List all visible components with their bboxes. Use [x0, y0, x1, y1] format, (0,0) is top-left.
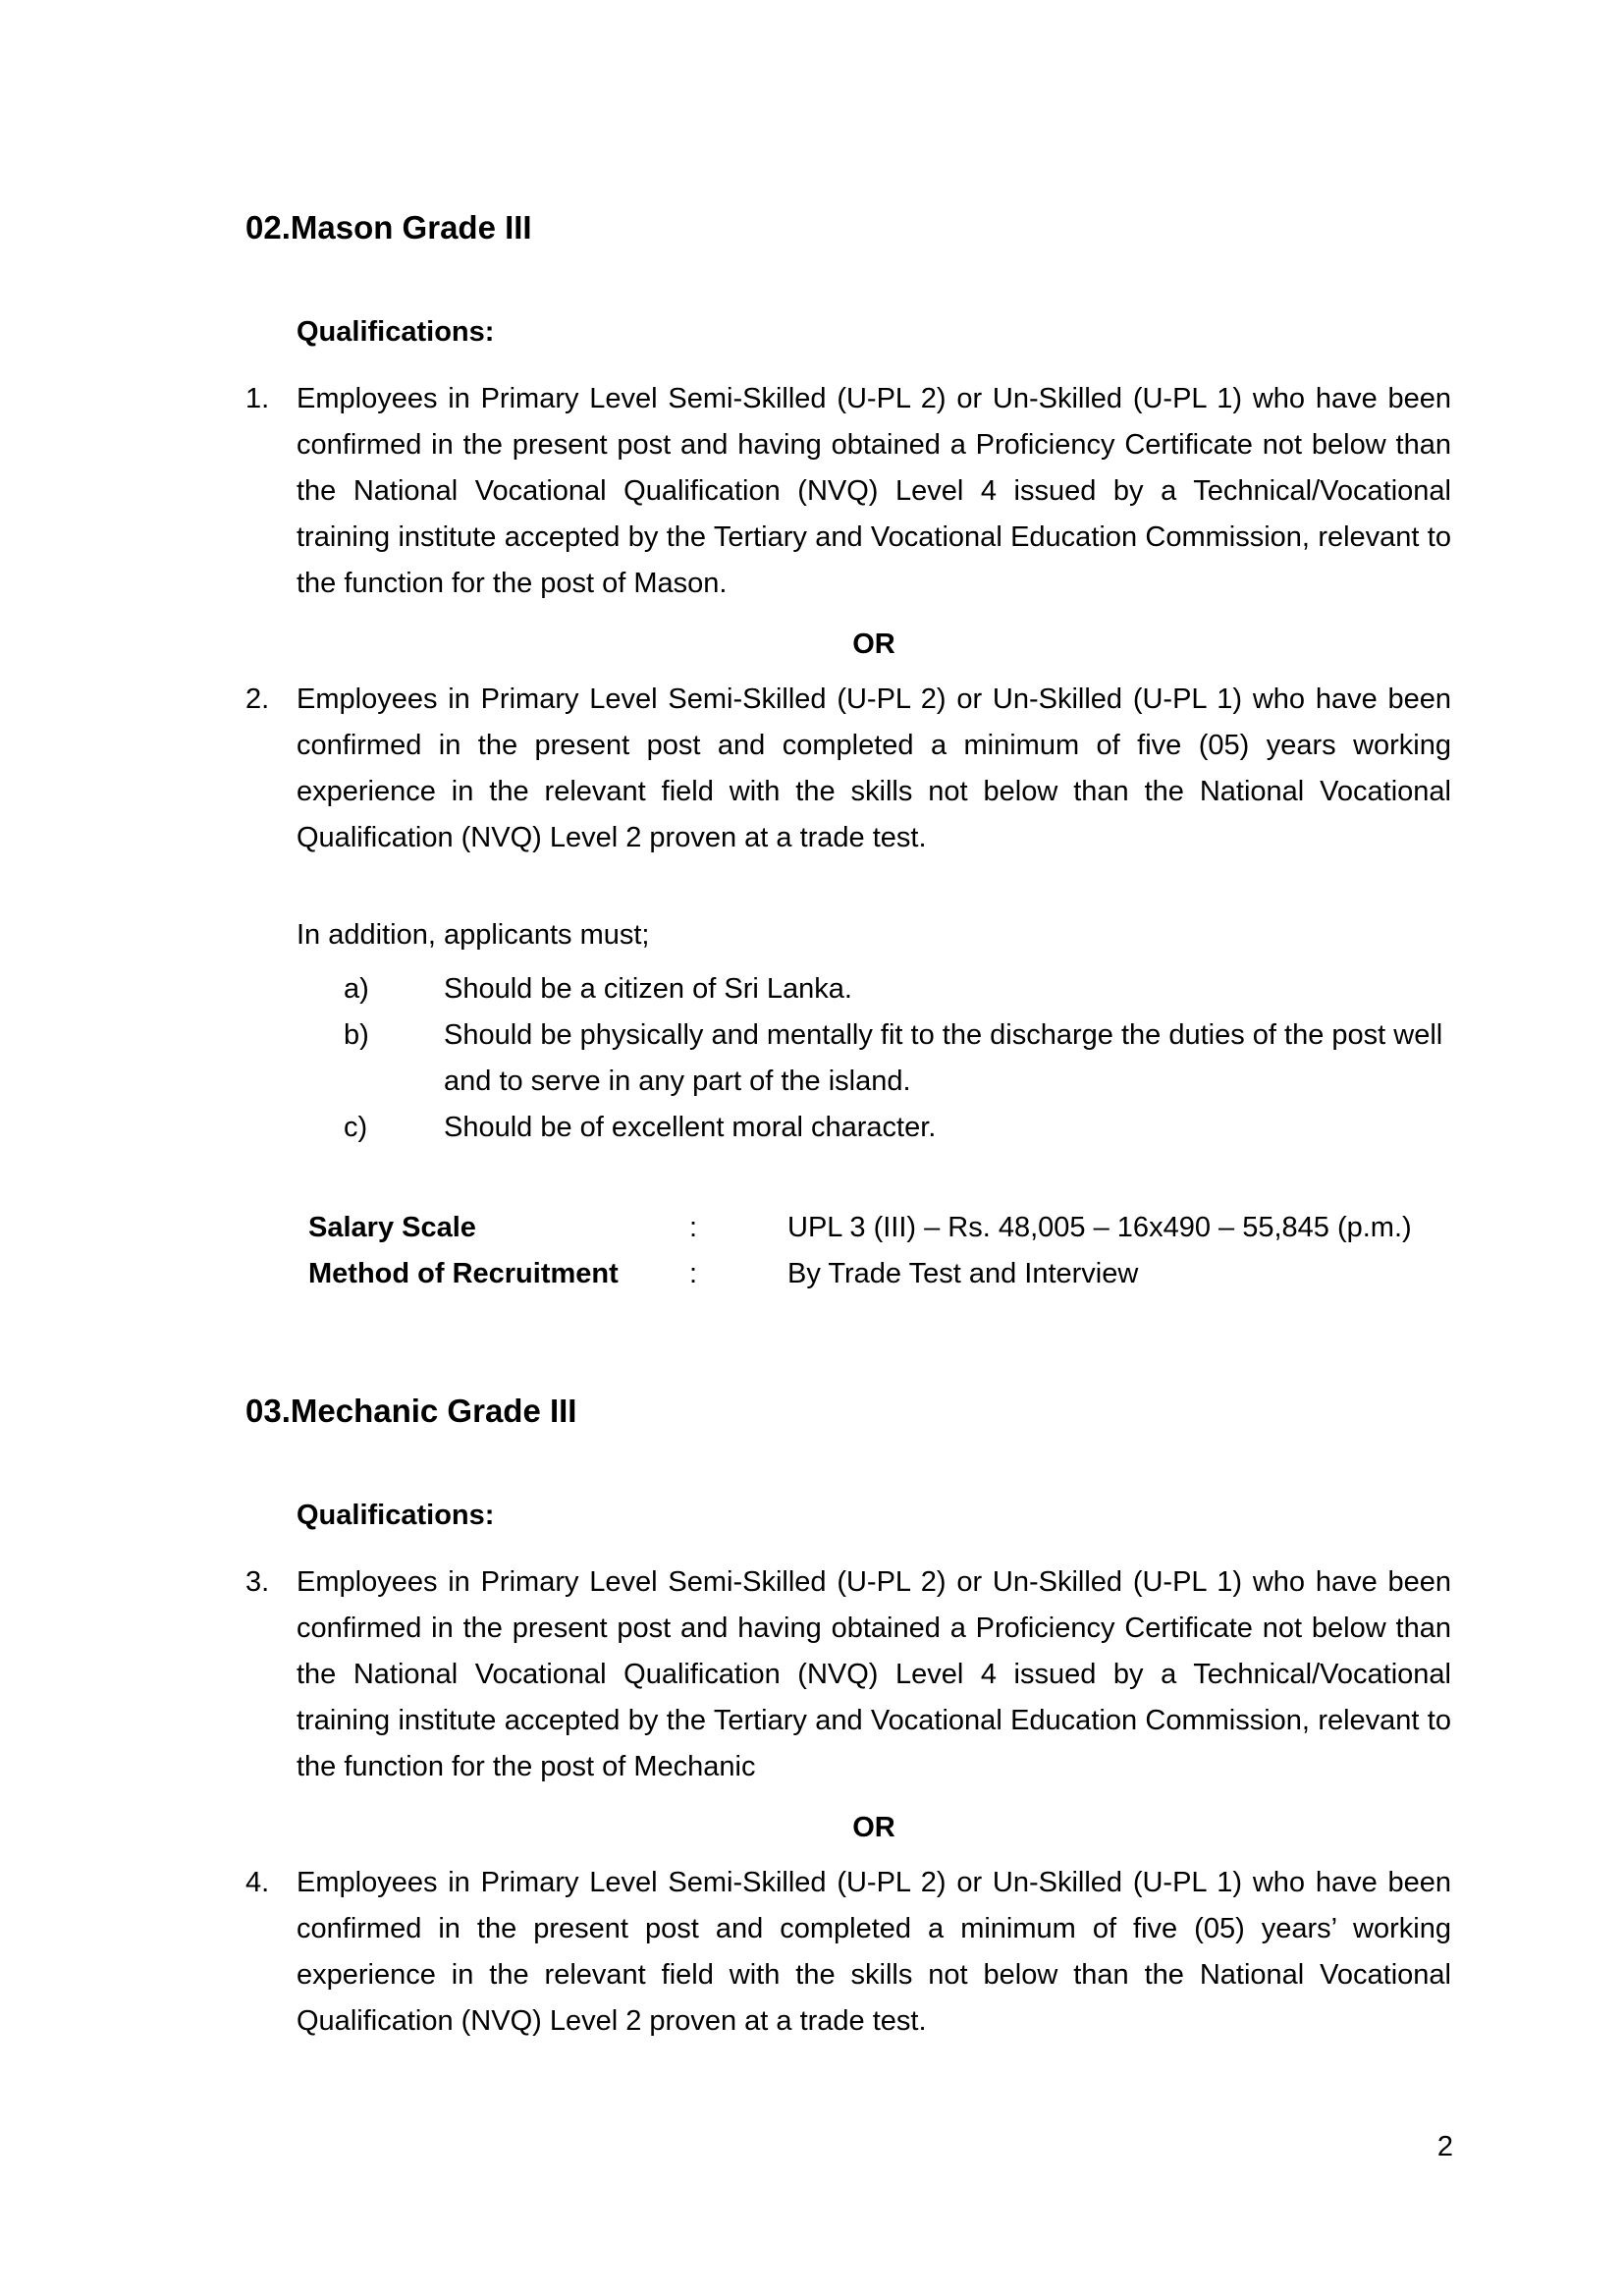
or-separator: OR: [852, 629, 895, 660]
recruitment-value: By Trade Test and Interview: [787, 1258, 1139, 1289]
recruitment-colon: :: [689, 1258, 698, 1289]
list-item-text: Employees in Primary Level Semi-Skilled (U-PL 2) or Un-Skilled (U-PL 1) who have been confirmed in the present post and completed a minimum of five (05) years’ working experience in the relevant field with the skills not below than the National Vocational Qualification (NVQ) Level 2 proven at a trade test.: [297, 1867, 1451, 2037]
salary-scale-row: [308, 1205, 1487, 1251]
page-number: 2: [1436, 2131, 1453, 2162]
requirement-text: Should be of excellent moral character.: [444, 1112, 937, 1143]
requirement-label: c): [344, 1112, 368, 1143]
salary-scale-value: UPL 3 (III) – Rs. 48,005 – 16x490 – 55,845 (p.m.): [787, 1212, 1412, 1243]
qualifications-label: Qualifications:: [297, 316, 495, 348]
list-item: [245, 1860, 1451, 2045]
list-item: [245, 376, 1451, 607]
salary-scale-label: Salary Scale: [308, 1212, 476, 1243]
list-item-text: Employees in Primary Level Semi-Skilled (U-PL 2) or Un-Skilled (U-PL 1) who have been confirmed in the present post and completed a minimum of five (05) years working experience in the relevant field with the skills not below than the National Vocational Qualification (NVQ) Level 2 proven at a trade test.: [297, 683, 1451, 853]
requirement-text: Should be physically and mentally fit to the discharge the duties of the post well and to serve in any part of the island.: [444, 1019, 1443, 1097]
list-item-number: 4.: [245, 1867, 270, 1898]
requirement-item: [344, 1012, 1451, 1105]
list-item-number: 3.: [245, 1566, 270, 1598]
recruitment-label: Method of Recruitment: [308, 1258, 619, 1289]
list-item: [245, 1559, 1451, 1790]
qualifications-label: Qualifications:: [297, 1500, 495, 1531]
salary-scale-colon: :: [689, 1212, 698, 1243]
list-item: [245, 677, 1451, 861]
requirement-label: a): [344, 973, 369, 1005]
recruitment-row: [308, 1251, 1487, 1297]
section-title-mechanic: 03.Mechanic Grade III: [245, 1393, 577, 1429]
list-item-number: 1.: [245, 383, 270, 414]
section-title-mason: 02.Mason Grade III: [245, 209, 532, 246]
list-item-text: Employees in Primary Level Semi-Skilled (U-PL 2) or Un-Skilled (U-PL 1) who have been confirmed in the present post and having obtained a Proficiency Certificate not below than the National Vocational Qualification (NVQ) Level 4 issued by a Technical/Vocational training institute accepted by the Tertiary and Vocational Education Commission, relevant to the function for the post of Mason.: [297, 383, 1451, 599]
list-item-number: 2.: [245, 683, 270, 715]
addition-intro: In addition, applicants must;: [297, 919, 650, 951]
requirement-item: [344, 966, 1451, 1012]
requirement-label: b): [344, 1019, 369, 1051]
or-separator: OR: [852, 1812, 895, 1843]
requirement-item: [344, 1105, 1451, 1151]
list-item-text: Employees in Primary Level Semi-Skilled (U-PL 2) or Un-Skilled (U-PL 1) who have been confirmed in the present post and having obtained a Proficiency Certificate not below than the National Vocational Qualification (NVQ) Level 4 issued by a Technical/Vocational training institute accepted by the Tertiary and Vocational Education Commission, relevant to the function for the post of Mechanic: [297, 1566, 1451, 1782]
requirement-text: Should be a citizen of Sri Lanka.: [444, 973, 852, 1005]
